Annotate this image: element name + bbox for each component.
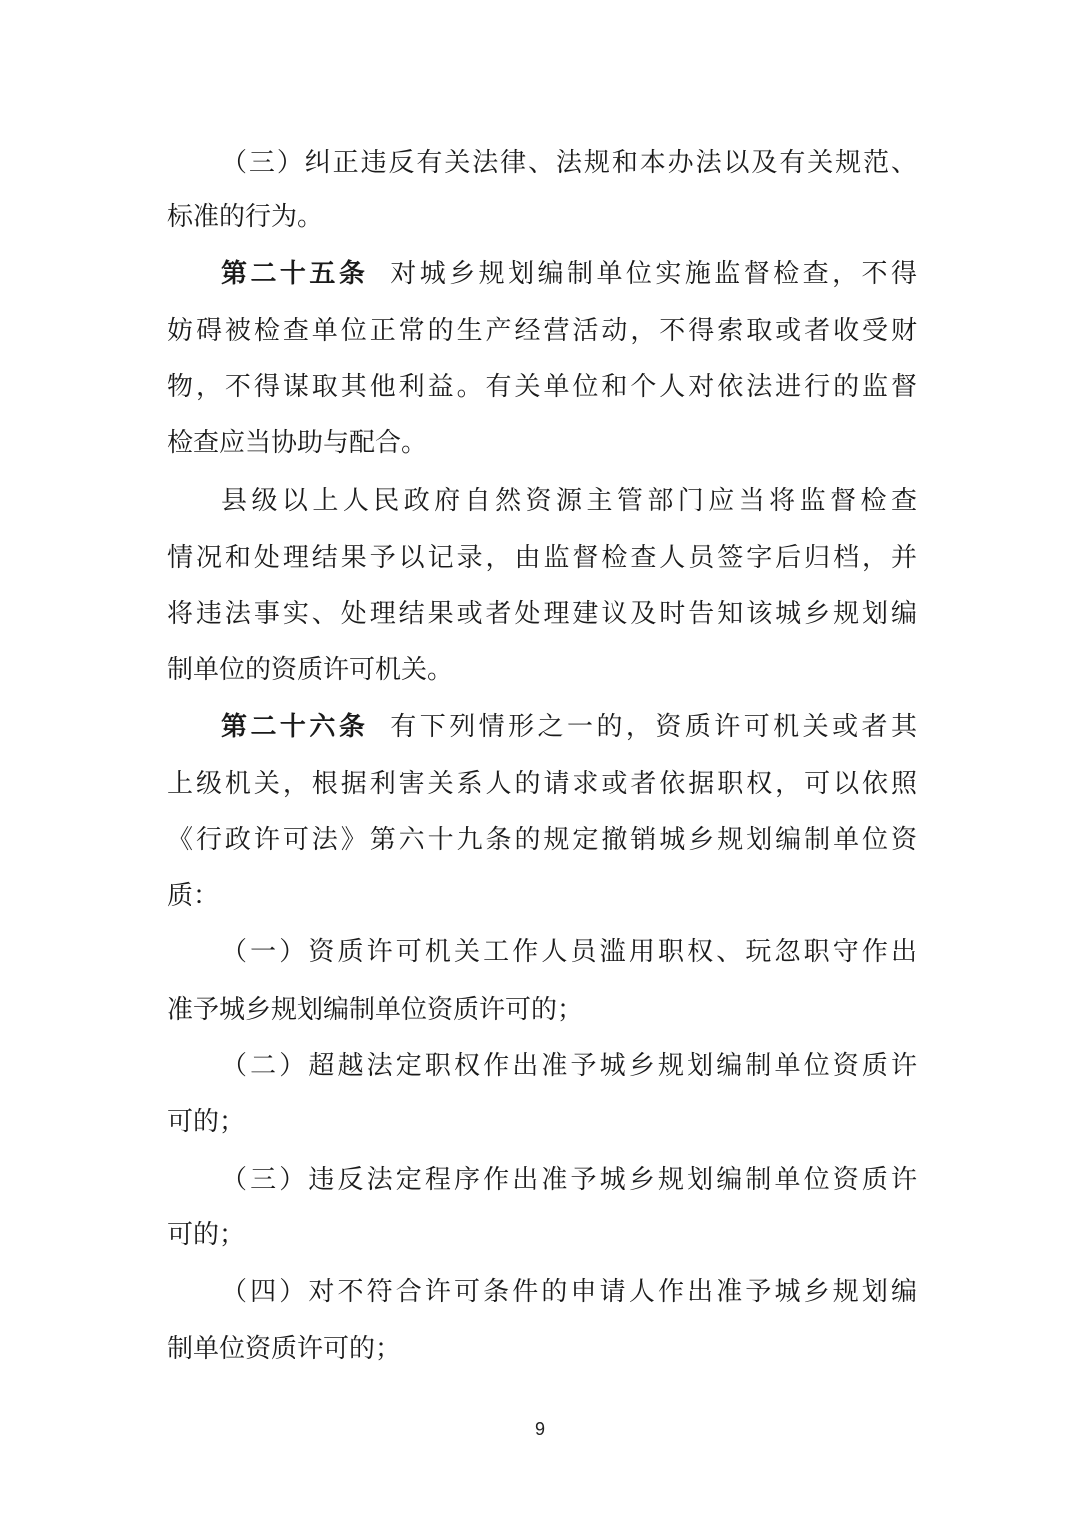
text-line: （三）纠正违反有关法律、法规和本办法以及有关规范、: [221, 148, 917, 178]
text-line: 将违法事实、处理结果或者处理建议及时告知该城乡规划编: [167, 599, 917, 629]
text-line: 可的；: [167, 1107, 246, 1137]
text-line: （三）违反法定程序作出准予城乡规划编制单位资质许: [221, 1165, 917, 1195]
text-line: 标准的行为。: [167, 202, 324, 232]
article-25-first-line: [221, 254, 917, 294]
text-line: 质：: [167, 881, 220, 911]
article-26-first-line: [221, 707, 917, 747]
text-line: 妨碍被检查单位正常的生产经营活动，不得索取或者收受财: [167, 316, 917, 346]
article-25-heading: 第二十五条: [221, 259, 369, 289]
text-line: 情况和处理结果予以记录，由监督检查人员签字后归档，并: [167, 543, 917, 573]
text-line: 可的；: [167, 1220, 246, 1250]
text-line: 制单位的资质许可机关。: [167, 655, 454, 685]
text-line: （一）资质许可机关工作人员滥用职权、玩忽职守作出: [221, 937, 917, 967]
text-line: 物，不得谋取其他利益。有关单位和个人对依法进行的监督: [167, 372, 917, 402]
text-line: （四）对不符合许可条件的申请人作出准予城乡规划编: [221, 1277, 917, 1307]
text-line: 制单位资质许可的；: [167, 1334, 402, 1364]
text-line: 对城乡规划编制单位实施监督检查，不得: [390, 259, 917, 289]
text-line: 上级机关，根据利害关系人的请求或者依据职权，可以依照: [167, 769, 917, 799]
text-line: 有下列情形之一的，资质许可机关或者其: [390, 712, 917, 742]
text-line: 县级以上人民政府自然资源主管部门应当将监督检查: [221, 486, 917, 516]
page-number: 9: [534, 1419, 545, 1439]
article-26-heading: 第二十六条: [221, 712, 369, 742]
text-line: 检查应当协助与配合。: [167, 428, 428, 458]
text-line: 《行政许可法》第六十九条的规定撤销城乡规划编制单位资: [167, 825, 917, 855]
text-line: 准予城乡规划编制单位资质许可的；: [167, 995, 584, 1025]
text-line: （二）超越法定职权作出准予城乡规划编制单位资质许: [221, 1051, 917, 1081]
